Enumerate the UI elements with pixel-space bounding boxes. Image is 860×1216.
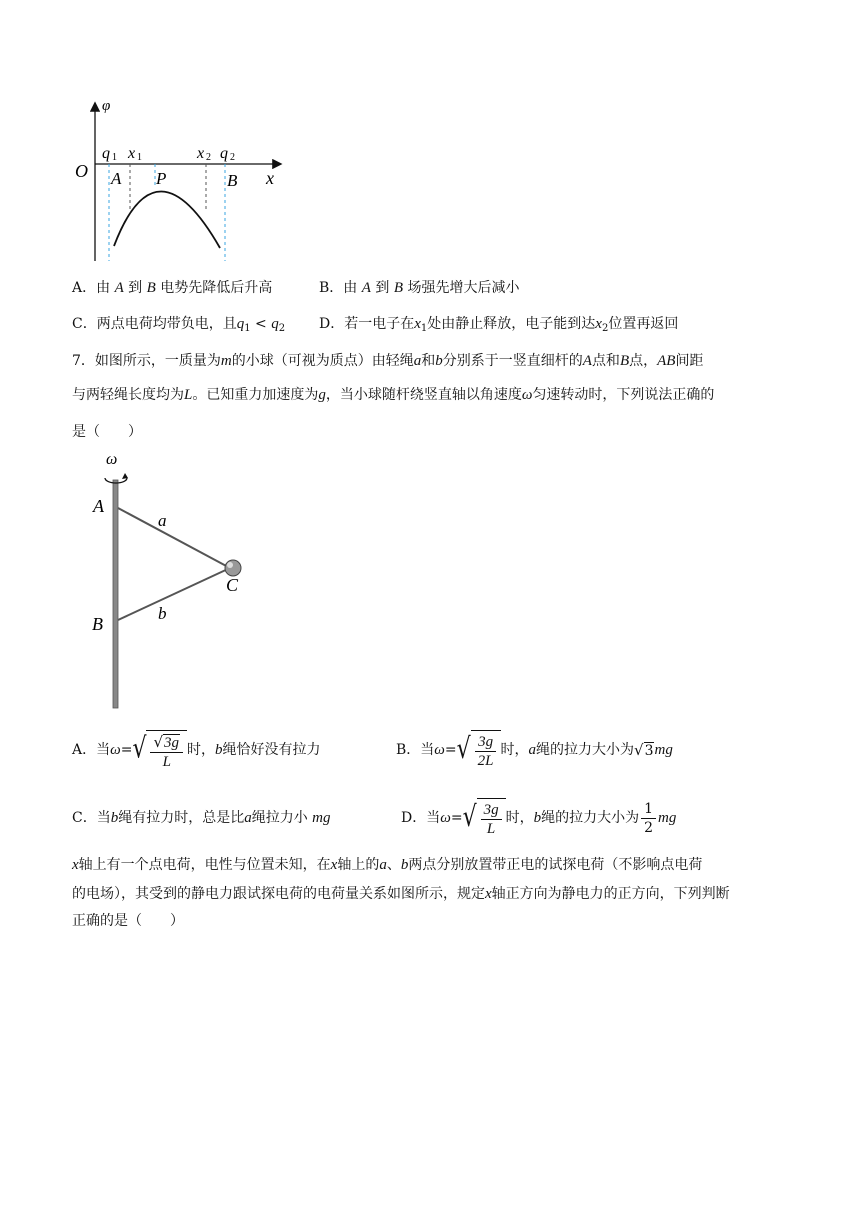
x1-label: x [128, 145, 136, 162]
q8-stem-line-1: x轴上有一个点电荷，电性与位置未知，在x轴上的a、b两点分别放置带正电的试探电荷（不影响点电荷 [72, 857, 703, 873]
svg-text:1: 1 [112, 152, 117, 163]
q7-option-d: D．当 ω = √ $\frac{3g}{L}$ 时， b 绳的拉力大小为 $\frac{1}{2}$ mg [401, 796, 676, 840]
x2-label: x [197, 145, 205, 162]
svg-text:ω: ω [106, 451, 118, 468]
svg-text:1: 1 [137, 152, 142, 163]
rotating-rod-figure [85, 448, 255, 713]
ball [225, 560, 241, 576]
q6-option-d: D．若一电子在$x_1$处由静止释放，电子能到达$x_2$位置再返回 [319, 316, 679, 334]
svg-text:2: 2 [230, 152, 235, 163]
phi-label: φ [102, 98, 111, 114]
potential-graph [70, 96, 290, 271]
q6-option-b: B．由 A 到 B 场强先增大后减小 [319, 280, 520, 296]
svg-text:C: C [226, 575, 239, 595]
q7-option-a: A．当 ω = √ $\frac{√3g}{L}$ 时， b 绳恰好没有拉力 [72, 728, 321, 772]
svg-text:b: b [158, 604, 167, 623]
vertical-rod [113, 480, 118, 708]
q8-stem-line-2: 的电场），其受到的静电力跟试探电荷的电荷量关系如图所示，规定x轴正方向为静电力的正方向，下列判断 [72, 886, 730, 902]
svg-text:B: B [92, 614, 103, 634]
rope-a [118, 508, 230, 568]
q1-label: q [102, 145, 110, 162]
potential-curve [114, 191, 220, 248]
q7-option-b: B．当 ω = √ $\frac{3g}{2L}$ 时， a 绳的拉力大小为 √3 mg [396, 728, 673, 772]
rope-b [118, 568, 230, 620]
x-label: x [266, 168, 274, 188]
point-a-label: A [111, 169, 122, 188]
q6-option-c: C．两点电荷均带负电，且$q_1 < q_2$ [72, 316, 286, 334]
q8-stem-line-3: 正确的是（ ） [72, 913, 184, 929]
svg-text:a: a [158, 511, 167, 530]
q6-option-a: A．由 A 到 B 电势先降低后升高 [72, 280, 273, 296]
q7-option-c: C．当b绳有拉力时，总是比a绳拉力小 mg [72, 810, 331, 826]
point-b-label: B [227, 171, 238, 190]
point-p-label: P [156, 169, 167, 188]
origin-label: O [75, 161, 88, 181]
q7-stem-line-1: 7．如图所示，一质量为m的小球（可视为质点）由轻绳a和b分别系于一竖直细杆的A点和B点，AB间距 [72, 353, 704, 369]
svg-text:A: A [93, 496, 104, 516]
q7-stem-line-3: 是（ ） [72, 424, 142, 440]
svg-text:2: 2 [206, 152, 211, 163]
q2-label: q [220, 145, 228, 162]
q7-stem-line-2: 与两轻绳长度均为L。已知重力加速度为g，当小球随杆绕竖直轴以角速度ω匀速转动时，下列说法正确的 [72, 387, 715, 403]
